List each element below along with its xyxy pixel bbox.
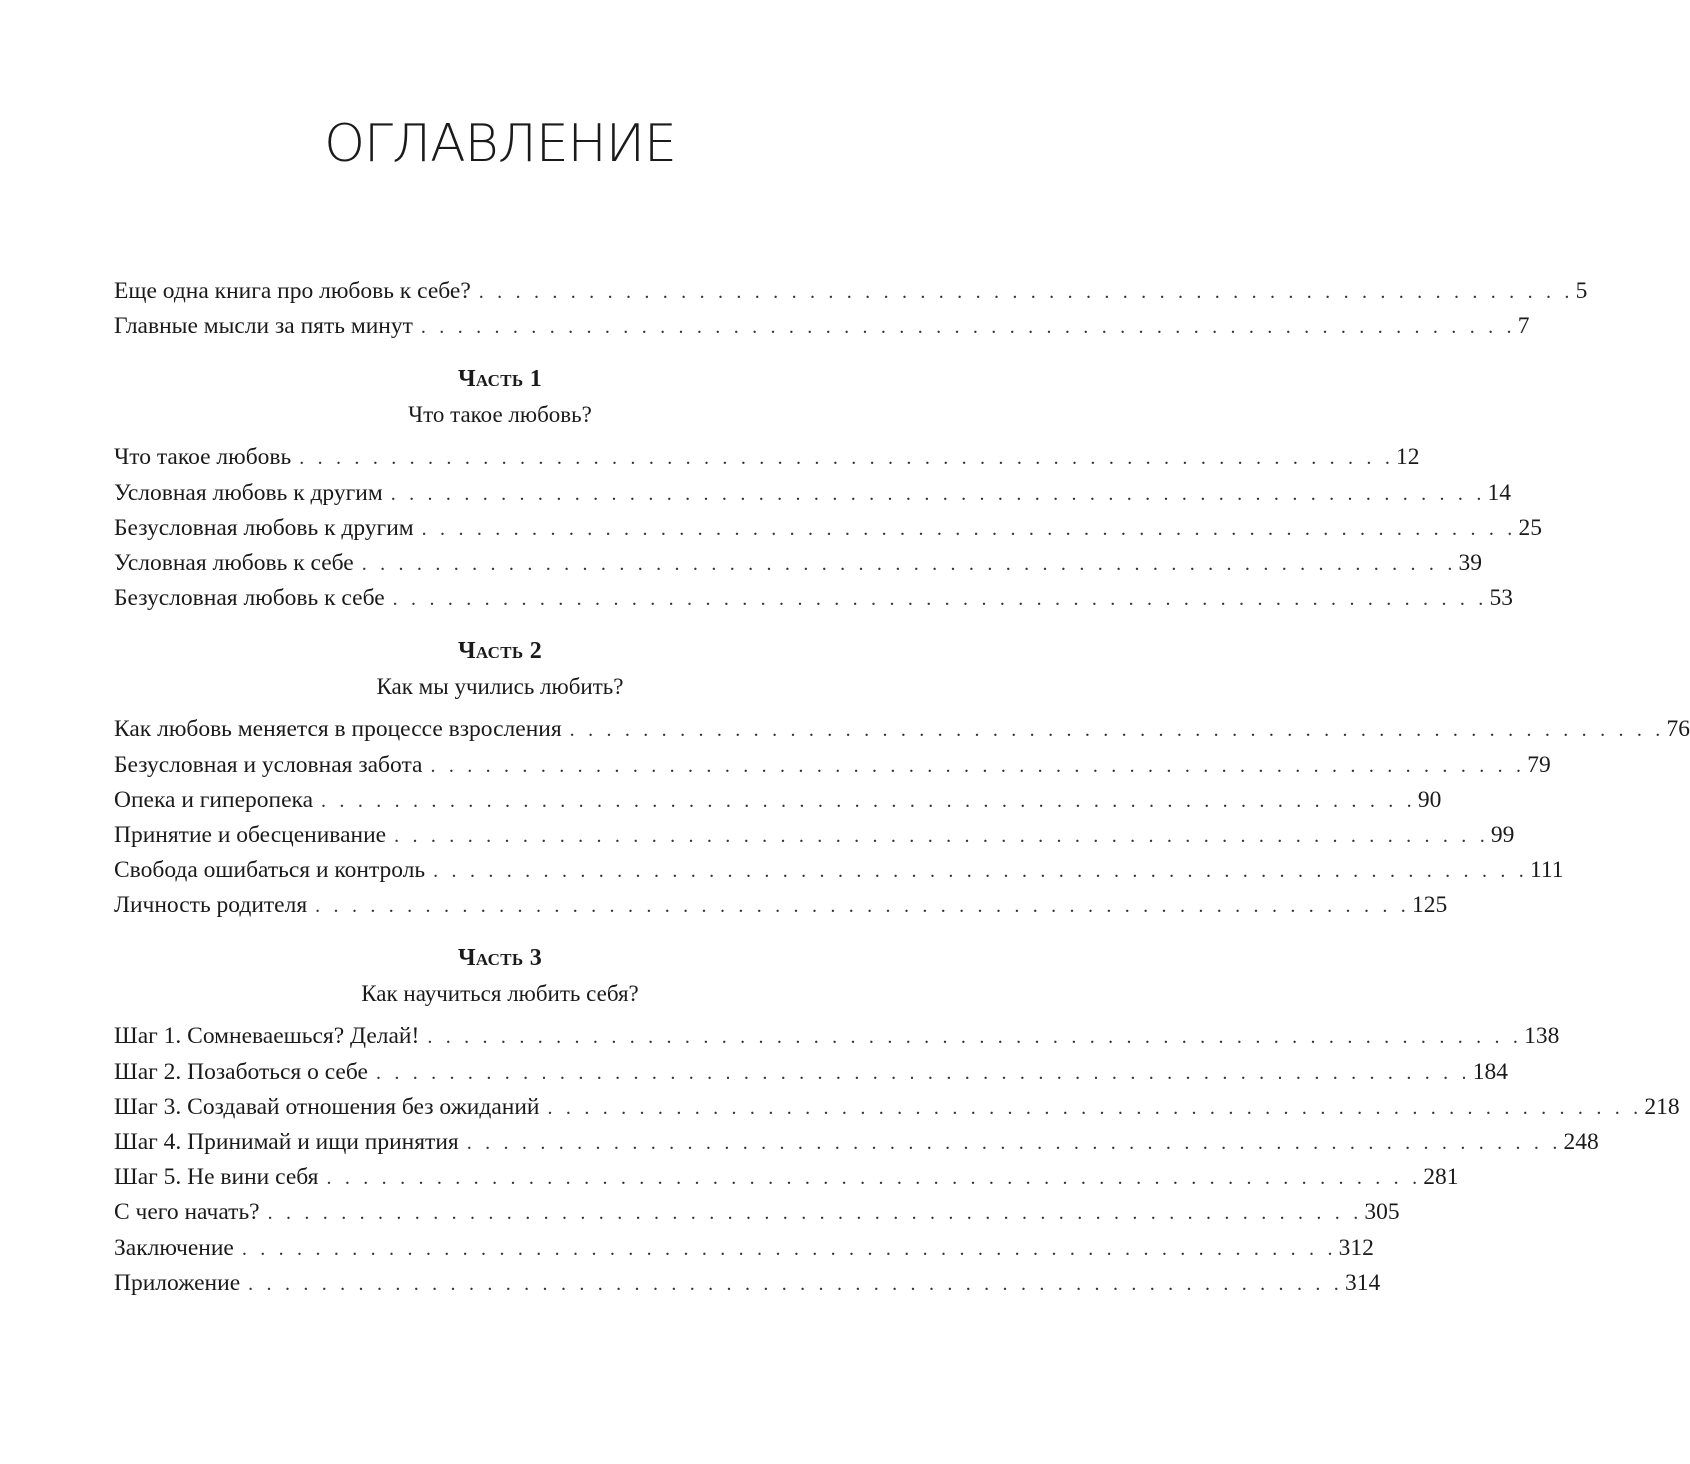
part-heading: Часть 3 bbox=[458, 945, 542, 972]
leader-dots: . . . . . . . . . . . . . . . . . . . . . . . . . . . . . . . . . . . . . . . . . . . . . . . . . . . . . . . . . . . . bbox=[321, 789, 1416, 812]
leader-dots: . . . . . . . . . . . . . . . . . . . . . . . . . . . . . . . . . . . . . . . . . . . . . . . . . . . . . . . . . . . . bbox=[420, 316, 1516, 339]
toc-entry-label: Безусловная любовь к другим bbox=[114, 514, 414, 541]
toc-entry[interactable] bbox=[114, 888, 1448, 923]
leader-dots: . . . . . . . . . . . . . . . . . . . . . . . . . . . . . . . . . . . . . . . . . . . . . . . . . . . . . . . . . . . . bbox=[248, 1272, 1343, 1295]
part-subtitle: Как научиться любить себя? bbox=[361, 981, 639, 1007]
leader-dots: . . . . . . . . . . . . . . . . . . . . . . . . . . . . . . . . . . . . . . . . . . . . . . . . . . . . . . . . . . . . bbox=[433, 860, 1528, 883]
toc-entry[interactable] bbox=[114, 1090, 1680, 1125]
toc-entry-page: 305 bbox=[1364, 1199, 1400, 1226]
leader-dots: . . . . . . . . . . . . . . . . . . . . . . . . . . . . . . . . . . . . . . . . . . . . . . . . . . . . . . . . . . . . bbox=[241, 1237, 1337, 1260]
toc-entry-label: Условная любовь к другим bbox=[114, 479, 383, 506]
toc-entry-page: 138 bbox=[1524, 1023, 1560, 1050]
toc-entry[interactable] bbox=[114, 440, 1420, 475]
toc-entry[interactable] bbox=[114, 712, 1690, 747]
leader-dots: . . . . . . . . . . . . . . . . . . . . . . . . . . . . . . . . . . . . . . . . . . . . . . . . . . . . . . . . . . . . bbox=[326, 1167, 1422, 1190]
leader-dots: . . . . . . . . . . . . . . . . . . . . . . . . . . . . . . . . . . . . . . . . . . . . . . . . . . . . . . . . . . . . bbox=[390, 482, 1486, 505]
part-heading: Часть 1 bbox=[458, 366, 542, 393]
leader-dots: . . . . . . . . . . . . . . . . . . . . . . . . . . . . . . . . . . . . . . . . . . . . . . . . . . . . . . . . . . . . bbox=[466, 1132, 1562, 1154]
toc-entry-page: 12 bbox=[1396, 444, 1420, 471]
toc-entry-label: Шаг 5. Не вини себя bbox=[114, 1164, 319, 1191]
toc-entry-label: Шаг 2. Позаботься о себе bbox=[114, 1058, 368, 1085]
leader-dots: . . . . . . . . . . . . . . . . . . . . . . . . . . . . . . . . . . . . . . . . . . . . . . . . . . . . . . . . . . . . bbox=[394, 824, 1489, 847]
toc-entry-page: 125 bbox=[1411, 892, 1448, 919]
leader-dots: . . . . . . . . . . . . . . . . . . . . . . . . . . . . . . . . . . . . . . . . . . . . . . . . . . . . . . . . . . . . bbox=[315, 895, 1410, 918]
toc-entry-page: 5 bbox=[1575, 278, 1588, 304]
toc-entry-label: Условная любовь к себе bbox=[114, 549, 354, 576]
toc-entry[interactable] bbox=[114, 581, 1513, 616]
leader-dots: . . . . . . . . . . . . . . . . . . . . . . . . . . . . . . . . . . . . . . . . . . . . . . . . . . . . . . . . . . . . bbox=[478, 281, 1574, 303]
toc-entry[interactable] bbox=[114, 748, 1551, 783]
toc-entry[interactable] bbox=[114, 309, 1530, 344]
toc-entry-label: С чего начать? bbox=[114, 1199, 260, 1226]
toc-entry-label: Опека и гиперопека bbox=[114, 786, 314, 813]
toc-entry[interactable] bbox=[114, 274, 1588, 309]
toc-entry[interactable] bbox=[114, 1231, 1374, 1266]
part-subtitle: Как мы учились любить? bbox=[376, 674, 624, 700]
leader-dots: . . . . . . . . . . . . . . . . . . . . . . . . . . . . . . . . . . . . . . . . . . . . . . . . . . . . . . . . . . . . bbox=[427, 1026, 1523, 1049]
toc-entry[interactable] bbox=[114, 476, 1512, 511]
part-subtitle: Что такое любовь? bbox=[408, 402, 592, 428]
leader-dots: . . . . . . . . . . . . . . . . . . . . . . . . . . . . . . . . . . . . . . . . . . . . . . . . . . . . . . . . . . . . bbox=[547, 1096, 1643, 1119]
toc-entry[interactable] bbox=[114, 546, 1483, 581]
toc-entry-page: 281 bbox=[1423, 1164, 1459, 1191]
toc-entry-page: 248 bbox=[1563, 1129, 1599, 1155]
table-of-contents bbox=[114, 274, 1690, 1301]
toc-entry-page: 53 bbox=[1489, 585, 1513, 612]
toc-entry-page: 7 bbox=[1517, 313, 1530, 340]
toc-entry[interactable] bbox=[114, 1266, 1381, 1301]
toc-entry-page: 90 bbox=[1417, 786, 1442, 813]
toc-entry-page: 99 bbox=[1490, 821, 1515, 848]
toc-entry[interactable] bbox=[114, 1125, 1599, 1160]
toc-entry[interactable] bbox=[114, 1160, 1459, 1195]
toc-entry-label: Как любовь меняется в процессе взросления bbox=[114, 716, 562, 743]
toc-entry-label: Шаг 1. Сомневаешься? Делай! bbox=[114, 1023, 420, 1050]
leader-dots: . . . . . . . . . . . . . . . . . . . . . . . . . . . . . . . . . . . . . . . . . . . . . . . . . . . . . . . . . . . . bbox=[392, 588, 1488, 611]
toc-entry[interactable] bbox=[114, 1019, 1560, 1054]
toc-entry[interactable] bbox=[114, 818, 1515, 853]
leader-dots: . . . . . . . . . . . . . . . . . . . . . . . . . . . . . . . . . . . . . . . . . . . . . . . . . . . . . . . . . . . . bbox=[361, 552, 1457, 575]
toc-entry-page: 312 bbox=[1338, 1234, 1374, 1261]
toc-entry-label: Что такое любовь bbox=[114, 444, 292, 471]
toc-entry-page: 14 bbox=[1487, 479, 1512, 506]
toc-entry-page: 111 bbox=[1529, 857, 1564, 884]
page-title: ОГЛАВЛЕНИЕ bbox=[324, 114, 676, 174]
leader-dots: . . . . . . . . . . . . . . . . . . . . . . . . . . . . . . . . . . . . . . . . . . . . . . . . . . . . . . . . . . . . bbox=[569, 719, 1665, 742]
toc-entry-label: Шаг 3. Создавай отношения без ожиданий bbox=[114, 1093, 540, 1120]
toc-entry-label: Главные мысли за пять минут bbox=[114, 313, 413, 340]
toc-entry-label: Шаг 4. Принимай и ищи принятия bbox=[114, 1129, 459, 1155]
toc-entry-label: Еще одна книга про любовь к себе? bbox=[114, 278, 471, 304]
toc-entry-label: Безусловная любовь к себе bbox=[114, 585, 385, 612]
toc-entry-label: Свобода ошибаться и контроль bbox=[114, 857, 426, 884]
toc-entry[interactable] bbox=[114, 511, 1542, 546]
toc-entry-label: Принятие и обесценивание bbox=[114, 821, 387, 848]
part-heading: Часть 2 bbox=[458, 638, 542, 665]
leader-dots: . . . . . . . . . . . . . . . . . . . . . . . . . . . . . . . . . . . . . . . . . . . . . . . . . . . . . . . . . . . . bbox=[267, 1202, 1363, 1225]
leader-dots: . . . . . . . . . . . . . . . . . . . . . . . . . . . . . . . . . . . . . . . . . . . . . . . . . . . . . . . . . . . . bbox=[421, 517, 1517, 540]
toc-entry-page: 218 bbox=[1644, 1093, 1680, 1120]
toc-entry-page: 25 bbox=[1518, 514, 1542, 541]
toc-entry[interactable] bbox=[114, 783, 1442, 818]
leader-dots: . . . . . . . . . . . . . . . . . . . . . . . . . . . . . . . . . . . . . . . . . . . . . . . . . . . . . . . . . . . . bbox=[299, 447, 1395, 470]
toc-entry-page: 76 bbox=[1666, 716, 1690, 743]
toc-entry-label: Личность родителя bbox=[114, 892, 308, 919]
toc-entry-page: 79 bbox=[1527, 751, 1551, 778]
leader-dots: . . . . . . . . . . . . . . . . . . . . . . . . . . . . . . . . . . . . . . . . . . . . . . . . . . . . . . . . . . . . bbox=[375, 1061, 1471, 1084]
toc-entry[interactable] bbox=[114, 1195, 1400, 1230]
toc-entry-label: Безусловная и условная забота bbox=[114, 751, 423, 778]
leader-dots: . . . . . . . . . . . . . . . . . . . . . . . . . . . . . . . . . . . . . . . . . . . . . . . . . . . . . . . . . . . . bbox=[430, 754, 1526, 777]
toc-entry-page: 39 bbox=[1458, 549, 1483, 576]
toc-entry[interactable] bbox=[114, 1055, 1508, 1090]
toc-entry-label: Заключение bbox=[114, 1234, 234, 1261]
toc-entry-page: 184 bbox=[1472, 1058, 1508, 1085]
toc-entry-page: 314 bbox=[1344, 1269, 1381, 1296]
toc-entry[interactable] bbox=[114, 853, 1564, 888]
toc-entry-label: Приложение bbox=[114, 1269, 241, 1296]
